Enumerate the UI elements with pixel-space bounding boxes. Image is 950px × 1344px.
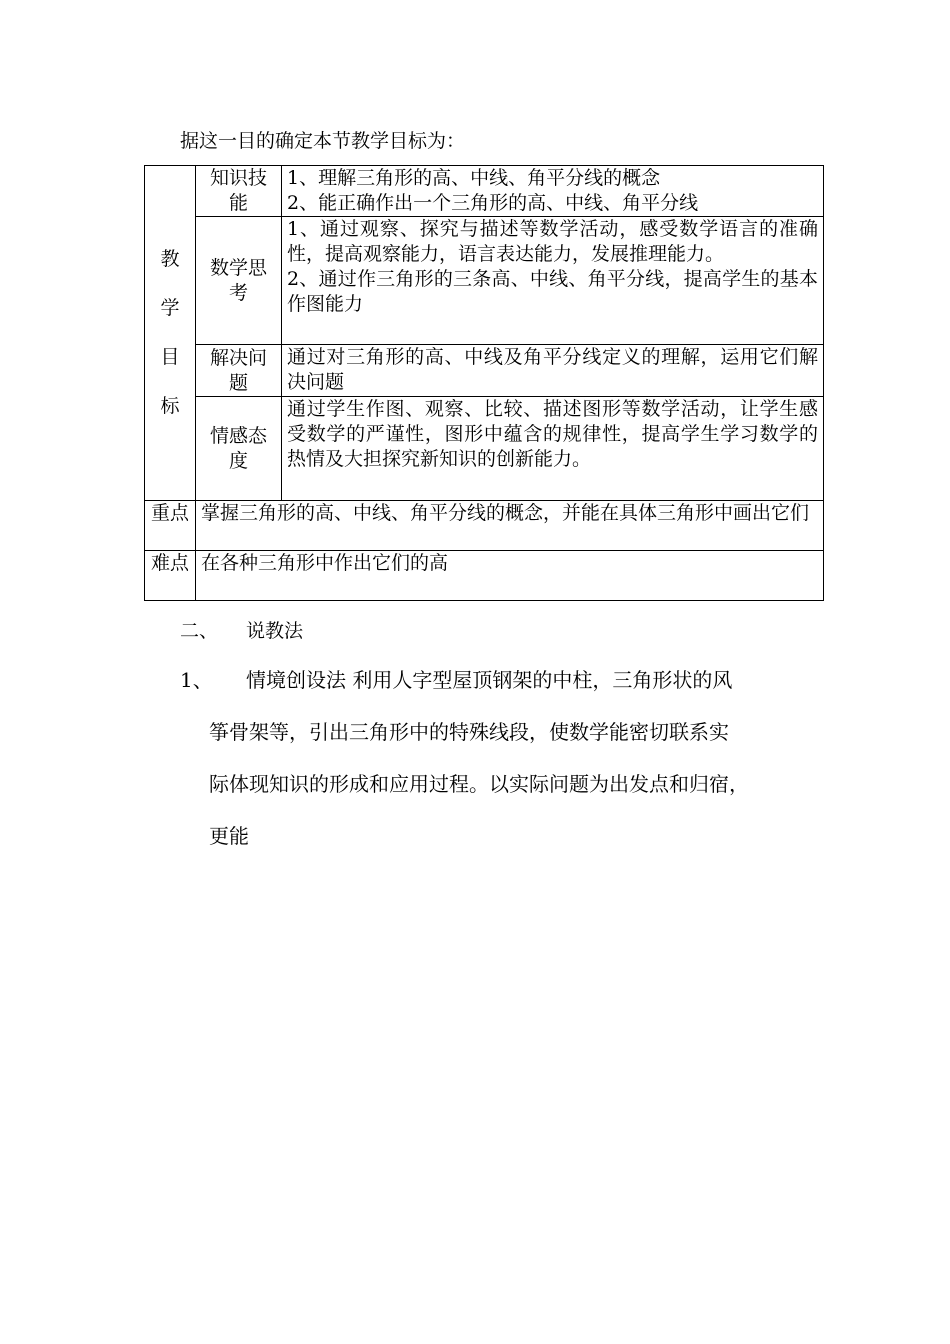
difficult-point-content: 在各种三角形中作出它们的高 [196,551,824,601]
difficult-point-label: 难点 [145,551,196,601]
table-row [145,166,824,217]
intro-text: 据这一目的确定本节教学目标为： [180,130,466,152]
table-row [145,345,824,397]
label-char: 教 [160,248,180,270]
row-label-knowledge: 知识技能 [196,166,282,217]
method-line: 筝骨架等，引出三角形中的特殊线段，使数学能密切联系实 [209,720,729,744]
row-label-attitude: 情感态度 [196,397,282,501]
row-content-knowledge: 1、理解三角形的高、中线、角平分线的概念 2、能正确作出一个三角形的高、中线、角平分线 [282,166,824,217]
row-content-attitude: 通过学生作图、观察、比较、描述图形等数学活动，让学生感受数学的严谨性，图形中蕴含的规律性，提高学生学习数学的热情及大担探究新知识的创新能力。 [282,397,824,501]
section-title: 说教法 [246,620,304,642]
table-row [145,217,824,345]
section-heading [180,618,303,644]
method-line: 际体现知识的形成和应用过程。以实际问题为出发点和归宿， [209,772,749,796]
row-content-problem-solving: 通过对三角形的高、中线及角平分线定义的理解，运用它们解决问题 [282,345,824,397]
label-char: 标 [160,395,180,417]
method-line: 情境创设法 利用人字型屋顶钢架的中柱，三角形状的风 [246,668,733,692]
teaching-goals-label [145,166,196,501]
teaching-goals-table [144,165,824,601]
section-number: 二、 [180,620,219,642]
row-content-math-thinking: 1、通过观察、探究与描述等数学活动，感受数学语言的准确性，提高观察能力，语言表达能力，发展推理能力。 2、通过作三角形的三条高、中线、角平分线，提高学生的基本作图能力 [282,217,824,345]
row-label-math-thinking: 数学思考 [196,217,282,345]
label-char: 学 [160,297,180,319]
table-row [145,551,824,601]
label-char: 目 [160,346,180,368]
method-number: 1、 [180,668,213,692]
table-row [145,397,824,501]
row-label-problem-solving: 解决问题 [196,345,282,397]
method-paragraph [180,665,820,873]
key-point-label: 重点 [145,501,196,551]
method-line: 更能 [209,824,249,848]
key-point-content: 掌握三角形的高、中线、角平分线的概念，并能在具体三角形中画出它们 [196,501,824,551]
table-row [145,501,824,551]
